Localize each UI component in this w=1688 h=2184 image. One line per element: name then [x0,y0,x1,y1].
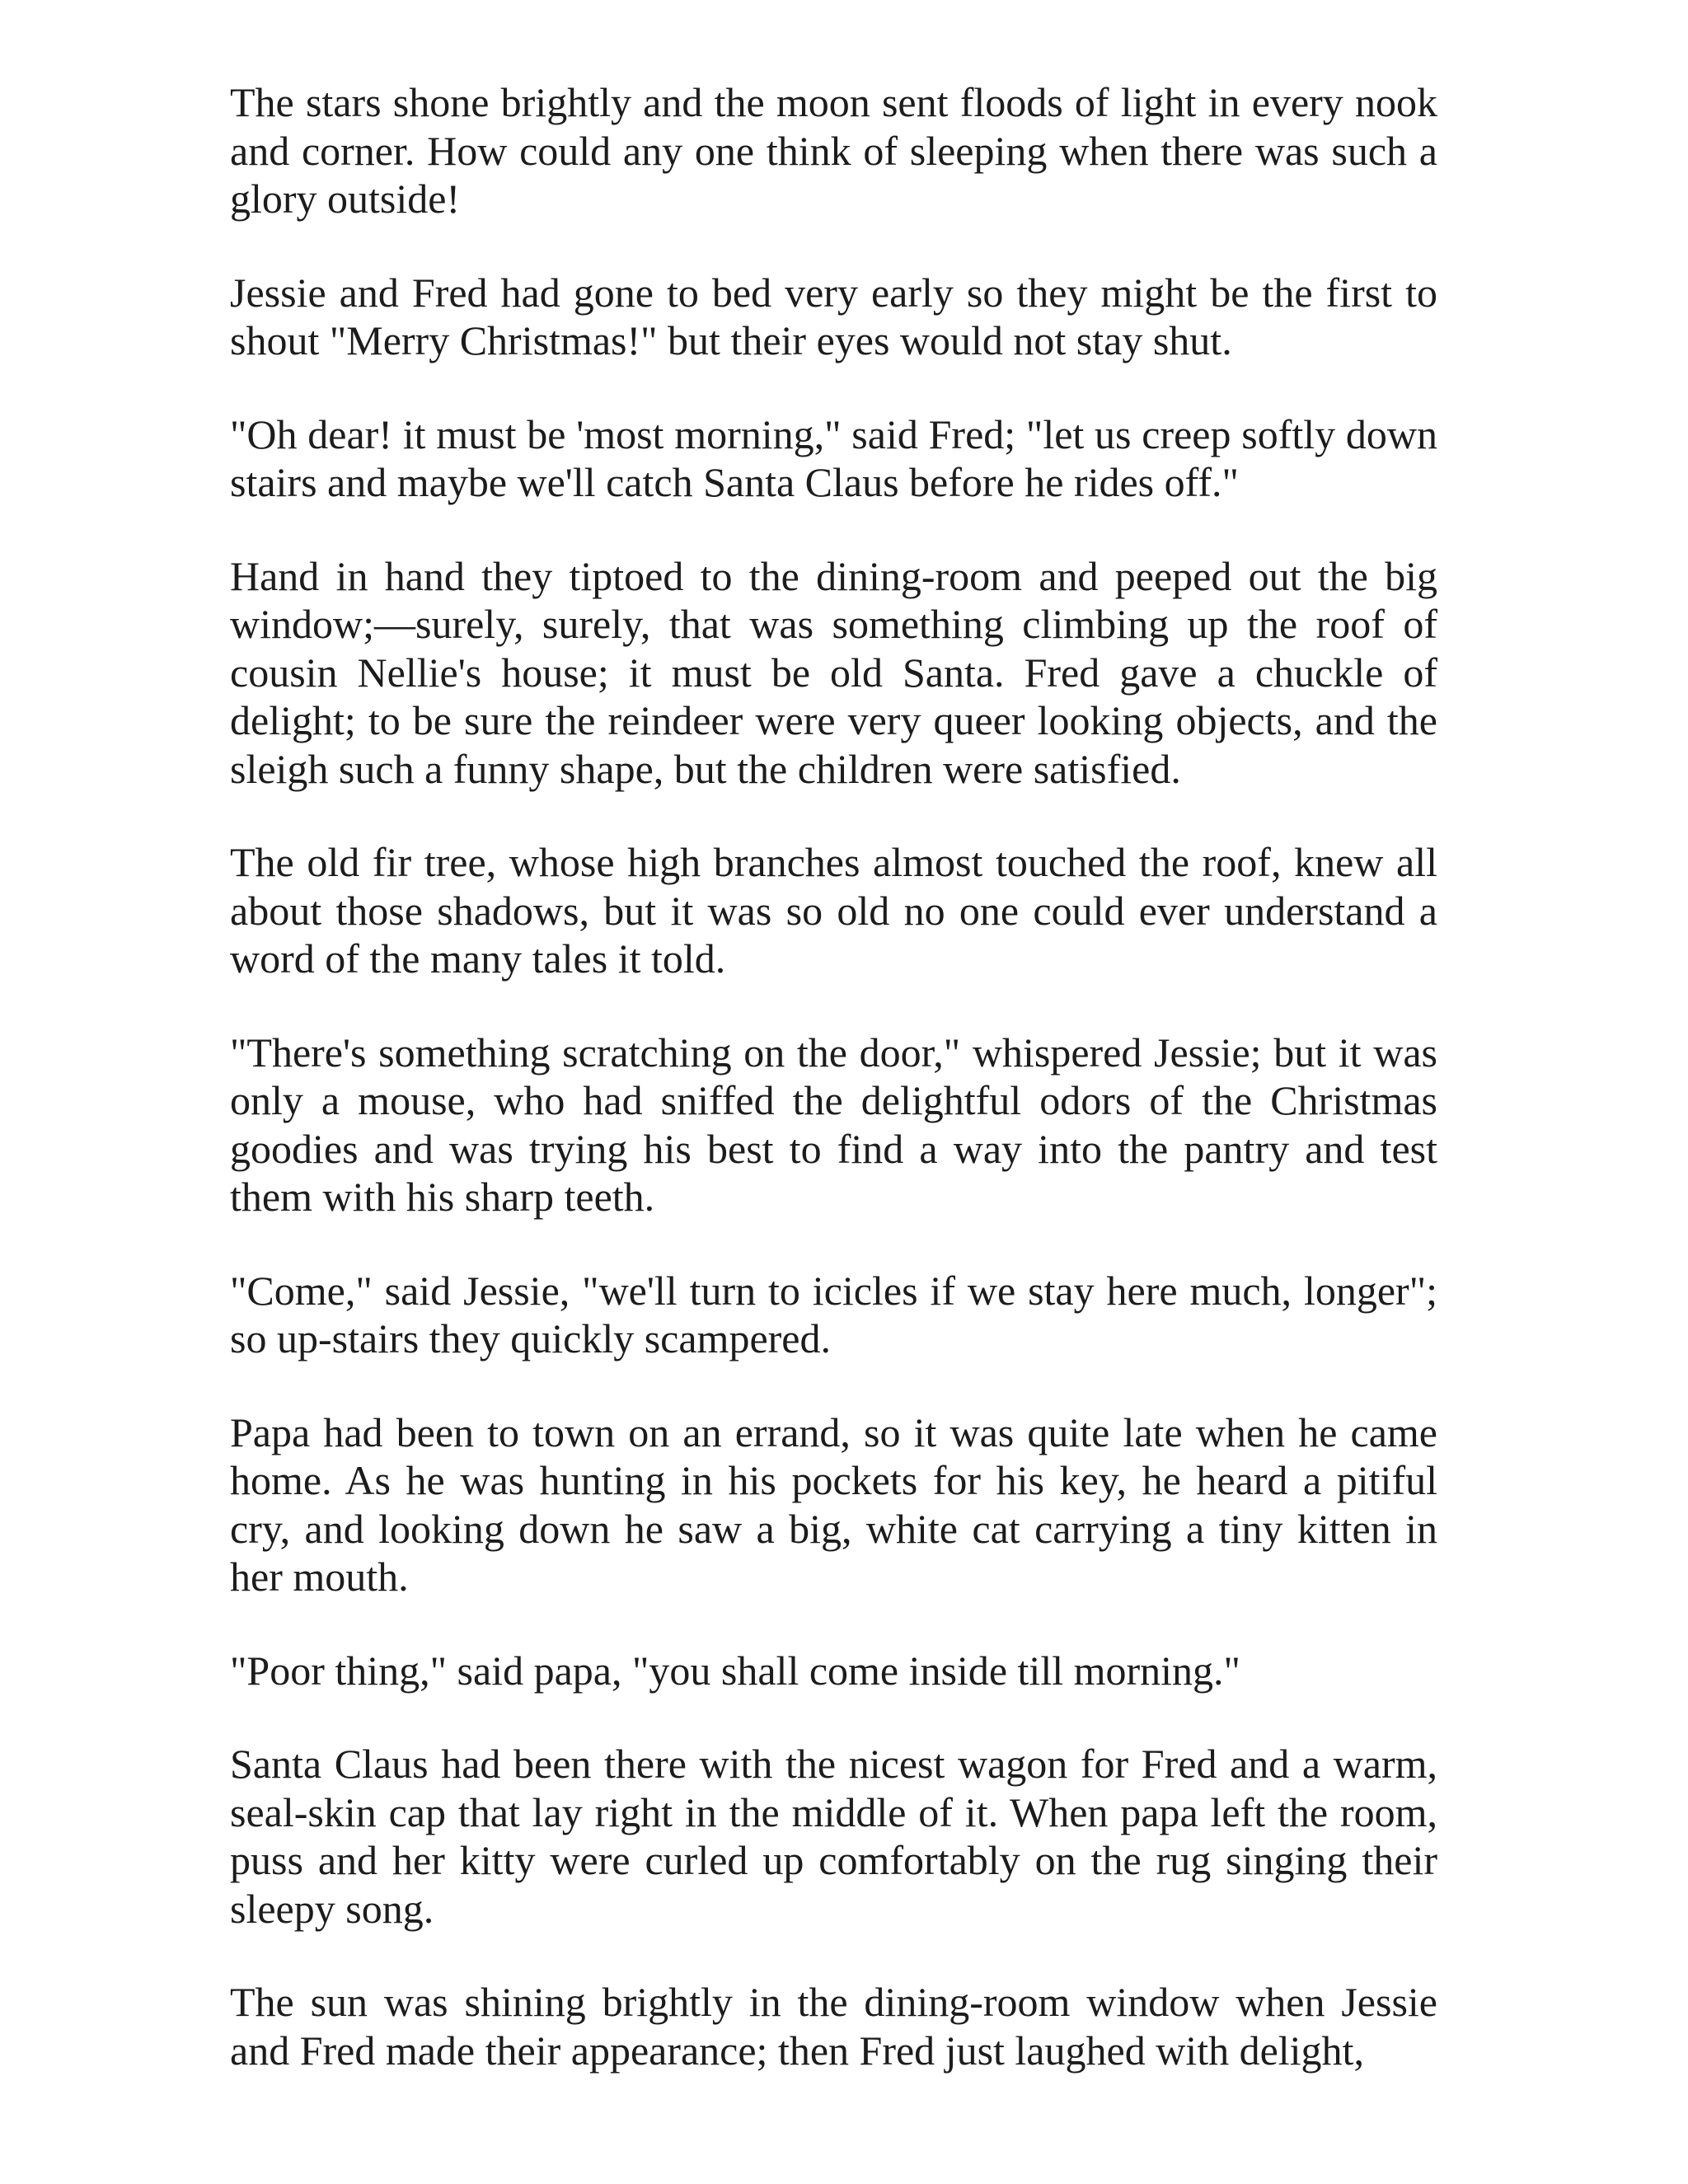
paragraph-sun: The sun was shining brightly in the dining-room window when Jessie and Fred made their appearance; then Fred just laughed with delight, [230,1979,1437,2074]
paragraph-fir-tree: The old fir tree, whose high branches almost touched the roof, knew all about those shadows, but it was so old no one could ever understand a word of the many tales it told. [230,839,1437,982]
paragraph-papa-errand: Papa had been to town on an errand, so it was quite late when he came home. As he was hunting in his pockets for his key, he heard a pitiful cry, and looking down he saw a big, white cat carrying a tiny kitten in her mouth. [230,1408,1437,1600]
paragraph-window: Hand in hand they tiptoed to the dining-room and peeped out the big window;—surely, surely, that was something climbing up the roof of cousin Nellie's house; it must be old Santa. Fred gave a chuckle of delight; to be sure the reindeer were very queer looking objects, and the sleigh such a funny shape, but the children were satisfied. [230,552,1437,792]
document-page [230,78,1437,2074]
paragraph-stars: The stars shone brightly and the moon sent floods of light in every nook and corner. How could any one think of sleeping when there was such a glory outside! [230,79,1437,222]
paragraph-poor-thing: "Poor thing," said papa, "you shall come inside till morning." [230,1647,1240,1694]
paragraph-bedtime: Jessie and Fred had gone to bed very early so they might be the first to shout "Merry Christmas!" but their eyes would not stay shut. [230,269,1437,363]
paragraph-wagon: Santa Claus had been there with the nicest wagon for Fred and a warm, seal-skin cap that lay right in the middle of it. When papa left the room, puss and her kitty were curled up comfortably on the rug singing their sleepy song. [230,1741,1437,1932]
paragraph-oh-dear: "Oh dear! it must be 'most morning," said Fred; "let us creep softly down stairs and maybe we'll catch Santa Claus before he rides off." [230,410,1437,505]
paragraph-icicles: "Come," said Jessie, "we'll turn to icicles if we stay here much, longer"; so up-stairs they quickly scampered. [230,1267,1437,1361]
paragraph-mouse: "There's something scratching on the door," whispered Jessie; but it was only a mouse, who had sniffed the delightful odors of the Christmas goodies and was trying his best to find a way into the pantry and test them with his sharp teeth. [230,1029,1437,1220]
